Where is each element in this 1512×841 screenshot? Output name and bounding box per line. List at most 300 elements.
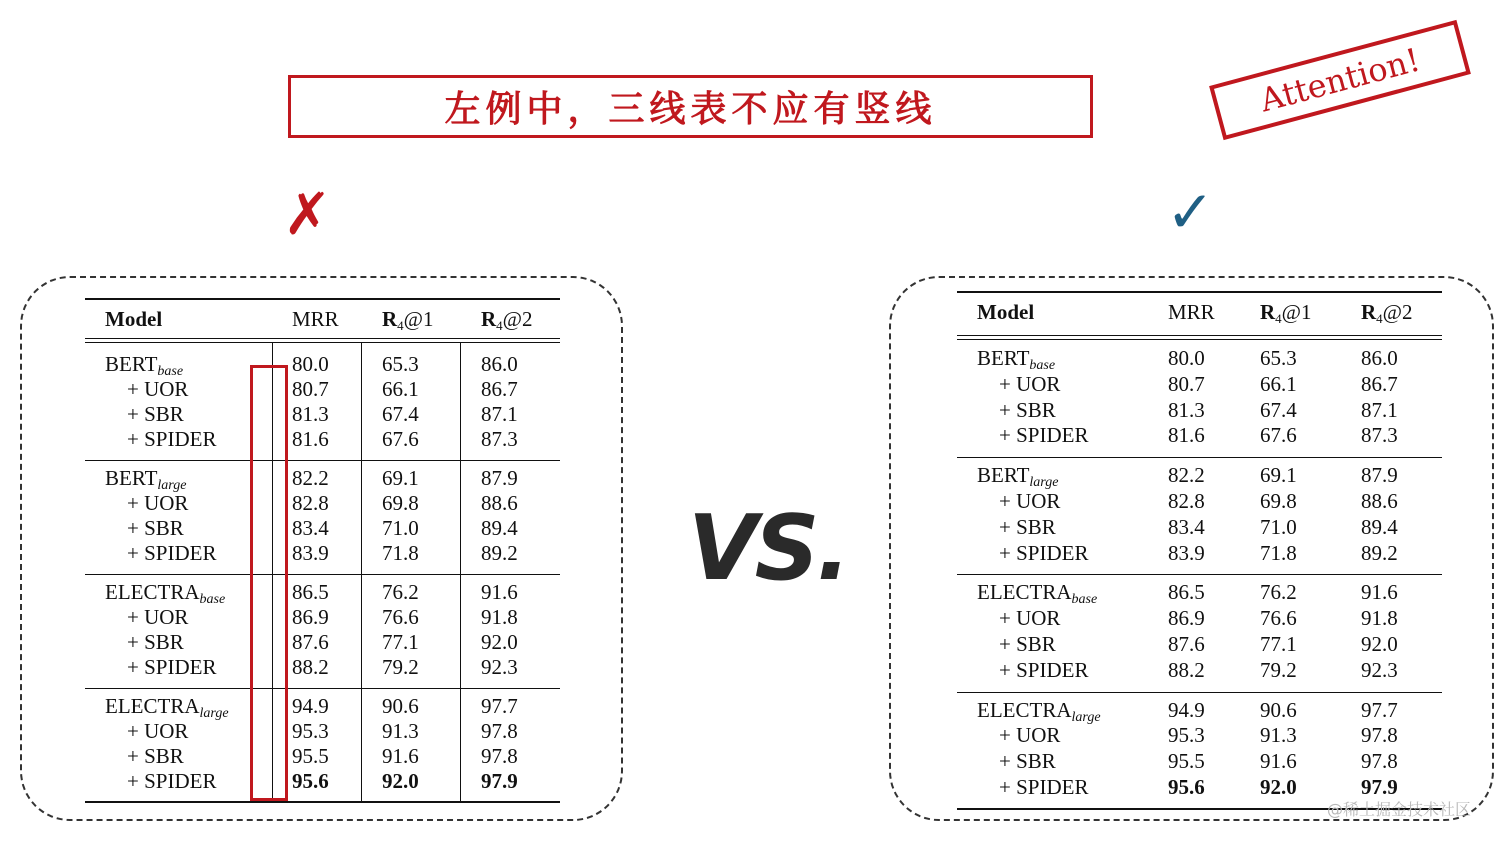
- model-base-name: ELECTRA: [105, 580, 200, 604]
- r4-at-2-value: 97.9: [1361, 775, 1398, 799]
- mrr-value: 83.9: [292, 541, 329, 565]
- model-size-suffix: large: [1071, 709, 1101, 725]
- r4-at-2-value: 91.6: [1361, 580, 1398, 605]
- r4-at-2-value: 97.8: [1361, 723, 1398, 748]
- attention-stamp: [1209, 20, 1471, 140]
- header-r4-at-1: [1260, 300, 1312, 331]
- r4-at-1-value: 77.1: [382, 630, 419, 654]
- r4-at-1-cell: [1260, 372, 1297, 397]
- r4-at-2-cell: [1361, 372, 1398, 397]
- variant-label: + UOR: [999, 371, 1061, 396]
- mrr-cell: [1168, 372, 1205, 397]
- model-size-suffix: large: [199, 706, 229, 721]
- r4-at-2-cell: [481, 769, 518, 794]
- model-size-suffix: base: [157, 364, 184, 379]
- variant-label: + UOR: [127, 491, 189, 515]
- r4-at-1-cell: [1260, 749, 1297, 774]
- r4-at-2-cell: [481, 630, 518, 655]
- r4-at-2-value: 97.8: [481, 744, 518, 768]
- r4-at-2-cell: [1361, 632, 1398, 657]
- r4-at-1-value: 65.3: [1260, 346, 1297, 370]
- r4-at-2-value: 87.9: [481, 466, 518, 490]
- mrr-value: 87.6: [292, 630, 329, 654]
- variant-name: [999, 632, 1056, 657]
- r4-at-1-value: 92.0: [382, 769, 419, 793]
- r4-at-1-value: 71.0: [382, 516, 419, 540]
- r4-at-1-cell: [1260, 489, 1297, 514]
- header-r4-suffix: @1: [403, 307, 434, 331]
- mrr-cell: [292, 541, 329, 566]
- variant-name: [127, 605, 188, 630]
- header-r4-suffix: @1: [1281, 300, 1312, 324]
- variant-name: [127, 377, 188, 402]
- table-rule: [85, 298, 560, 300]
- mrr-cell: [1168, 489, 1205, 514]
- r4-at-1-value: 69.8: [382, 491, 419, 515]
- r4-at-2-value: 89.2: [481, 541, 518, 565]
- r4-at-1-cell: [1260, 541, 1297, 566]
- table-rule: [85, 460, 560, 461]
- r4-at-2-cell: [1361, 515, 1398, 540]
- r4-at-1-cell: [382, 630, 419, 655]
- r4-at-2-value: 92.3: [1361, 657, 1398, 682]
- variant-label: + SPIDER: [127, 541, 217, 565]
- variant-label: + SBR: [127, 516, 184, 540]
- model-base-name: ELECTRA: [105, 694, 200, 718]
- variant-name: [127, 719, 188, 744]
- r4-at-2-value: 91.6: [481, 580, 518, 604]
- r4-at-1-cell: [382, 541, 419, 566]
- r4-at-1-value: 65.3: [382, 352, 419, 376]
- model-size-suffix: large: [1029, 475, 1059, 491]
- r4-at-1-value: 79.2: [382, 655, 419, 679]
- mrr-cell: [1168, 749, 1205, 774]
- r4-at-1-value: 91.6: [382, 744, 419, 768]
- mrr-value: 95.5: [1168, 749, 1205, 774]
- header-r4-main: R: [481, 307, 497, 331]
- r4-at-1-cell: [1260, 580, 1297, 605]
- r4-at-1-value: 69.1: [1260, 463, 1297, 488]
- variant-name: [999, 749, 1056, 774]
- header-r4-main: R: [1361, 300, 1377, 324]
- header-r4-main: R: [382, 307, 398, 331]
- r4-at-2-value: 97.7: [1361, 697, 1398, 722]
- mrr-cell: [1168, 423, 1205, 448]
- r4-at-1-value: 76.6: [1260, 606, 1297, 631]
- variant-name: [999, 515, 1056, 540]
- mrr-value: 88.2: [1168, 657, 1205, 682]
- r4-at-2-value: 89.4: [1361, 514, 1398, 539]
- variant-label: + SBR: [999, 749, 1056, 774]
- r4-at-1-cell: [382, 466, 419, 491]
- mrr-value: 87.6: [1168, 632, 1205, 656]
- r4-at-2-value: 86.7: [481, 377, 518, 401]
- check-icon: ✓: [1166, 178, 1215, 246]
- three-line-table: [957, 291, 1442, 810]
- r4-at-1-value: 66.1: [1260, 371, 1297, 396]
- variant-name: [999, 541, 1088, 566]
- r4-at-2-cell: [1361, 606, 1398, 631]
- model-base-name: ELECTRA: [977, 580, 1072, 605]
- banner: [288, 75, 1093, 138]
- mrr-cell: [1168, 463, 1205, 488]
- mrr-value: 80.7: [1168, 371, 1205, 396]
- table-with-vertical-lines: [85, 298, 560, 803]
- r4-at-1-cell: [1260, 423, 1297, 448]
- mrr-cell: [292, 719, 329, 744]
- table-rule: [85, 801, 560, 803]
- r4-at-1-cell: [1260, 632, 1297, 657]
- r4-at-2-value: 88.6: [1361, 489, 1398, 513]
- mrr-value: 83.4: [292, 516, 329, 540]
- variant-name: [127, 402, 184, 427]
- table-rule: [957, 339, 1442, 340]
- r4-at-1-value: 67.6: [1260, 423, 1297, 448]
- r4-at-1-cell: [382, 769, 419, 794]
- r4-at-2-value: 87.1: [481, 402, 518, 426]
- mrr-cell: [292, 630, 329, 655]
- mrr-cell: [292, 744, 329, 769]
- mrr-cell: [292, 694, 329, 719]
- variant-name: [127, 655, 216, 680]
- model-base-name: ELECTRA: [977, 697, 1072, 722]
- mrr-cell: [292, 402, 329, 427]
- model-base-name: BERT: [105, 466, 158, 490]
- r4-at-1-cell: [382, 719, 419, 744]
- r4-at-2-value: 87.1: [1361, 397, 1398, 422]
- header-model: [105, 307, 162, 332]
- mrr-value: 95.3: [1168, 723, 1205, 748]
- r4-at-2-value: 92.0: [481, 630, 518, 654]
- r4-at-2-value: 86.0: [481, 352, 518, 376]
- r4-at-1-cell: [1260, 658, 1297, 683]
- mrr-value: 86.5: [292, 580, 329, 604]
- r4-at-1-cell: [382, 427, 419, 452]
- r4-at-2-cell: [481, 580, 518, 605]
- variant-label: + UOR: [127, 605, 189, 629]
- mrr-cell: [1168, 541, 1205, 566]
- mrr-value: 95.6: [1168, 775, 1205, 799]
- header-r4-suffix: @2: [1382, 300, 1413, 324]
- variant-label: + SBR: [999, 632, 1056, 656]
- variant-name: [127, 541, 216, 566]
- r4-at-1-value: 76.2: [382, 580, 419, 604]
- mrr-value: 83.9: [1168, 540, 1205, 565]
- variant-label: + SPIDER: [127, 769, 217, 793]
- r4-at-1-cell: [1260, 346, 1297, 371]
- r4-at-2-value: 97.9: [481, 769, 518, 793]
- mrr-value: 82.8: [292, 491, 329, 515]
- vertical-line-highlight: [250, 365, 288, 801]
- header-r4-at-1: [382, 307, 434, 338]
- mrr-value: 81.6: [292, 427, 329, 451]
- r4-at-1-value: 76.2: [1260, 580, 1297, 605]
- variant-name: [999, 398, 1056, 423]
- variant-name: [999, 423, 1088, 448]
- header-model-label: Model: [977, 300, 1035, 324]
- r4-at-2-cell: [481, 744, 518, 769]
- header-mrr: [1168, 300, 1215, 325]
- r4-at-1-value: 79.2: [1260, 657, 1297, 682]
- mrr-value: 95.5: [292, 744, 329, 768]
- r4-at-2-cell: [1361, 489, 1398, 514]
- header-r4-suffix: @2: [502, 307, 533, 331]
- mrr-cell: [292, 352, 329, 377]
- stamp-text: Attention!: [1256, 40, 1424, 120]
- mrr-value: 94.9: [1168, 697, 1205, 722]
- r4-at-2-cell: [1361, 463, 1398, 488]
- r4-at-1-value: 91.3: [382, 719, 419, 743]
- header-mrr-label: MRR: [292, 307, 339, 331]
- r4-at-2-cell: [481, 466, 518, 491]
- mrr-value: 86.5: [1168, 580, 1205, 605]
- mrr-value: 95.3: [292, 719, 329, 743]
- watermark: @稀土掘金技术社区: [1327, 800, 1472, 819]
- mrr-value: 81.6: [1168, 423, 1205, 448]
- r4-at-2-cell: [1361, 541, 1398, 566]
- r4-at-2-value: 92.3: [481, 655, 518, 679]
- variant-name: [999, 372, 1060, 397]
- model-size-suffix: base: [1029, 358, 1056, 373]
- header-r4-at-2: [481, 307, 533, 338]
- variant-name: [127, 744, 184, 769]
- model-size-suffix: base: [199, 592, 226, 607]
- variant-label: + SPIDER: [127, 655, 217, 679]
- r4-at-1-cell: [382, 352, 419, 377]
- r4-at-2-cell: [481, 352, 518, 377]
- header-model: [977, 300, 1034, 325]
- mrr-cell: [1168, 723, 1205, 748]
- variant-label: + SPIDER: [999, 657, 1089, 682]
- variant-name: [999, 658, 1088, 683]
- mrr-cell: [1168, 346, 1205, 371]
- table-rule: [957, 692, 1442, 693]
- header-mrr-label: MRR: [1168, 300, 1215, 324]
- r4-at-1-cell: [1260, 398, 1297, 423]
- r4-at-2-cell: [1361, 398, 1398, 423]
- r4-at-2-cell: [481, 402, 518, 427]
- mrr-value: 88.2: [292, 655, 329, 679]
- variant-label: + UOR: [127, 719, 189, 743]
- mrr-value: 94.9: [292, 694, 329, 718]
- variant-label: + SBR: [127, 744, 184, 768]
- mrr-cell: [1168, 398, 1205, 423]
- r4-at-1-cell: [382, 377, 419, 402]
- variant-label: + SBR: [127, 402, 184, 426]
- r4-at-1-cell: [382, 605, 419, 630]
- r4-at-2-value: 92.0: [1361, 632, 1398, 656]
- cross-icon: ✗: [283, 180, 332, 248]
- mrr-cell: [1168, 658, 1205, 683]
- model-base-name: BERT: [105, 352, 158, 376]
- table-rule: [957, 335, 1442, 336]
- table-rule: [957, 574, 1442, 575]
- r4-at-1-cell: [382, 694, 419, 719]
- mrr-cell: [1168, 632, 1205, 657]
- r4-at-1-cell: [1260, 515, 1297, 540]
- mrr-value: 80.0: [292, 352, 329, 376]
- variant-name: [999, 775, 1088, 800]
- r4-at-2-cell: [481, 719, 518, 744]
- vs-label: VS.: [688, 496, 848, 601]
- r4-at-2-cell: [481, 694, 518, 719]
- r4-at-2-value: 86.7: [1361, 371, 1398, 396]
- mrr-cell: [292, 491, 329, 516]
- table-rule: [85, 688, 560, 689]
- r4-at-2-cell: [481, 605, 518, 630]
- variant-name: [999, 606, 1060, 631]
- mrr-cell: [292, 466, 329, 491]
- r4-at-1-cell: [1260, 606, 1297, 631]
- model-base-name: BERT: [977, 346, 1030, 370]
- header-r4-sub: 4: [397, 318, 404, 333]
- r4-at-2-cell: [481, 377, 518, 402]
- mrr-value: 86.9: [1168, 606, 1205, 631]
- r4-at-2-cell: [1361, 346, 1398, 371]
- r4-at-1-value: 71.0: [1260, 514, 1297, 539]
- table-rule: [85, 338, 560, 339]
- mrr-value: 86.9: [292, 605, 329, 629]
- variant-name: [127, 769, 216, 794]
- variant-name: [999, 489, 1060, 514]
- mrr-value: 80.0: [1168, 346, 1205, 370]
- r4-at-1-value: 71.8: [382, 541, 419, 565]
- r4-at-2-cell: [481, 516, 518, 541]
- variant-label: + UOR: [127, 377, 189, 401]
- r4-at-2-value: 88.6: [481, 491, 518, 515]
- r4-at-1-value: 71.8: [1260, 540, 1297, 565]
- mrr-cell: [292, 427, 329, 452]
- variant-label: + SPIDER: [999, 423, 1089, 448]
- header-mrr: [292, 307, 339, 332]
- r4-at-2-cell: [481, 491, 518, 516]
- r4-at-2-cell: [1361, 749, 1398, 774]
- r4-at-1-value: 92.0: [1260, 775, 1297, 799]
- r4-at-1-value: 76.6: [382, 605, 419, 629]
- mrr-cell: [292, 769, 329, 794]
- variant-name: [127, 491, 188, 516]
- mrr-value: 82.8: [1168, 489, 1205, 513]
- mrr-cell: [292, 605, 329, 630]
- r4-at-2-cell: [1361, 580, 1398, 605]
- r4-at-1-cell: [1260, 775, 1297, 800]
- r4-at-2-value: 87.9: [1361, 463, 1398, 488]
- model-size-suffix: large: [157, 478, 187, 493]
- r4-at-1-cell: [382, 744, 419, 769]
- variant-name: [127, 630, 184, 655]
- r4-at-1-value: 91.3: [1260, 723, 1297, 748]
- r4-at-2-value: 87.3: [481, 427, 518, 451]
- mrr-value: 81.3: [1168, 397, 1205, 422]
- r4-at-1-cell: [382, 491, 419, 516]
- r4-at-1-value: 67.4: [1260, 397, 1297, 422]
- mrr-value: 80.7: [292, 377, 329, 401]
- header-model-label: Model: [105, 307, 163, 331]
- vertical-line: [460, 343, 461, 801]
- r4-at-1-value: 66.1: [382, 377, 419, 401]
- variant-name: [127, 516, 184, 541]
- mrr-cell: [292, 580, 329, 605]
- mrr-value: 83.4: [1168, 514, 1205, 539]
- model-base-name: BERT: [977, 463, 1030, 488]
- r4-at-1-value: 91.6: [1260, 749, 1297, 774]
- r4-at-2-cell: [1361, 423, 1398, 448]
- mrr-cell: [1168, 515, 1205, 540]
- mrr-cell: [292, 377, 329, 402]
- variant-label: + SBR: [999, 397, 1056, 422]
- vertical-line: [361, 343, 362, 801]
- r4-at-2-value: 89.4: [481, 516, 518, 540]
- r4-at-2-cell: [1361, 698, 1398, 723]
- header-r4-sub: 4: [1376, 311, 1383, 326]
- mrr-cell: [1168, 698, 1205, 723]
- r4-at-2-value: 87.3: [1361, 423, 1398, 448]
- header-r4-sub: 4: [1275, 311, 1282, 326]
- header-r4-sub: 4: [496, 318, 503, 333]
- r4-at-1-value: 90.6: [1260, 697, 1297, 722]
- r4-at-1-value: 69.8: [1260, 489, 1297, 513]
- model-size-suffix: base: [1071, 592, 1098, 608]
- table-rule: [85, 342, 560, 343]
- variant-name: [127, 427, 216, 452]
- r4-at-1-cell: [382, 655, 419, 680]
- r4-at-2-cell: [481, 427, 518, 452]
- r4-at-2-value: 97.8: [481, 719, 518, 743]
- variant-label: + SBR: [999, 514, 1056, 539]
- r4-at-1-cell: [1260, 723, 1297, 748]
- r4-at-2-value: 91.8: [1361, 606, 1398, 631]
- r4-at-1-value: 77.1: [1260, 632, 1297, 656]
- mrr-cell: [1168, 580, 1205, 605]
- mrr-cell: [1168, 606, 1205, 631]
- variant-label: + UOR: [999, 723, 1061, 748]
- header-r4-at-2: [1361, 300, 1413, 331]
- variant-name: [999, 723, 1060, 748]
- mrr-cell: [292, 516, 329, 541]
- table-rule: [85, 574, 560, 575]
- r4-at-1-cell: [382, 402, 419, 427]
- mrr-value: 95.6: [292, 769, 329, 793]
- r4-at-2-cell: [1361, 658, 1398, 683]
- variant-label: + UOR: [999, 489, 1061, 513]
- mrr-cell: [292, 655, 329, 680]
- r4-at-1-cell: [1260, 698, 1297, 723]
- r4-at-2-value: 97.8: [1361, 749, 1398, 774]
- r4-at-2-value: 97.7: [481, 694, 518, 718]
- mrr-value: 82.2: [292, 466, 329, 490]
- mrr-cell: [1168, 775, 1205, 800]
- r4-at-2-cell: [1361, 723, 1398, 748]
- table-rule: [957, 457, 1442, 458]
- variant-label: + SPIDER: [127, 427, 217, 451]
- variant-label: + SPIDER: [999, 775, 1089, 799]
- r4-at-1-cell: [382, 580, 419, 605]
- r4-at-2-cell: [481, 655, 518, 680]
- r4-at-1-cell: [1260, 463, 1297, 488]
- r4-at-1-value: 69.1: [382, 466, 419, 490]
- variant-label: + SBR: [127, 630, 184, 654]
- mrr-value: 82.2: [1168, 463, 1205, 488]
- r4-at-2-value: 86.0: [1361, 346, 1398, 370]
- r4-at-1-value: 67.6: [382, 427, 419, 451]
- banner-text: 左例中，三线表不应有竖线: [444, 88, 937, 130]
- r4-at-2-value: 91.8: [481, 605, 518, 629]
- variant-label: + UOR: [999, 606, 1061, 631]
- table-rule: [957, 291, 1442, 293]
- variant-label: + SPIDER: [999, 540, 1089, 565]
- r4-at-2-value: 89.2: [1361, 540, 1398, 565]
- r4-at-2-cell: [481, 541, 518, 566]
